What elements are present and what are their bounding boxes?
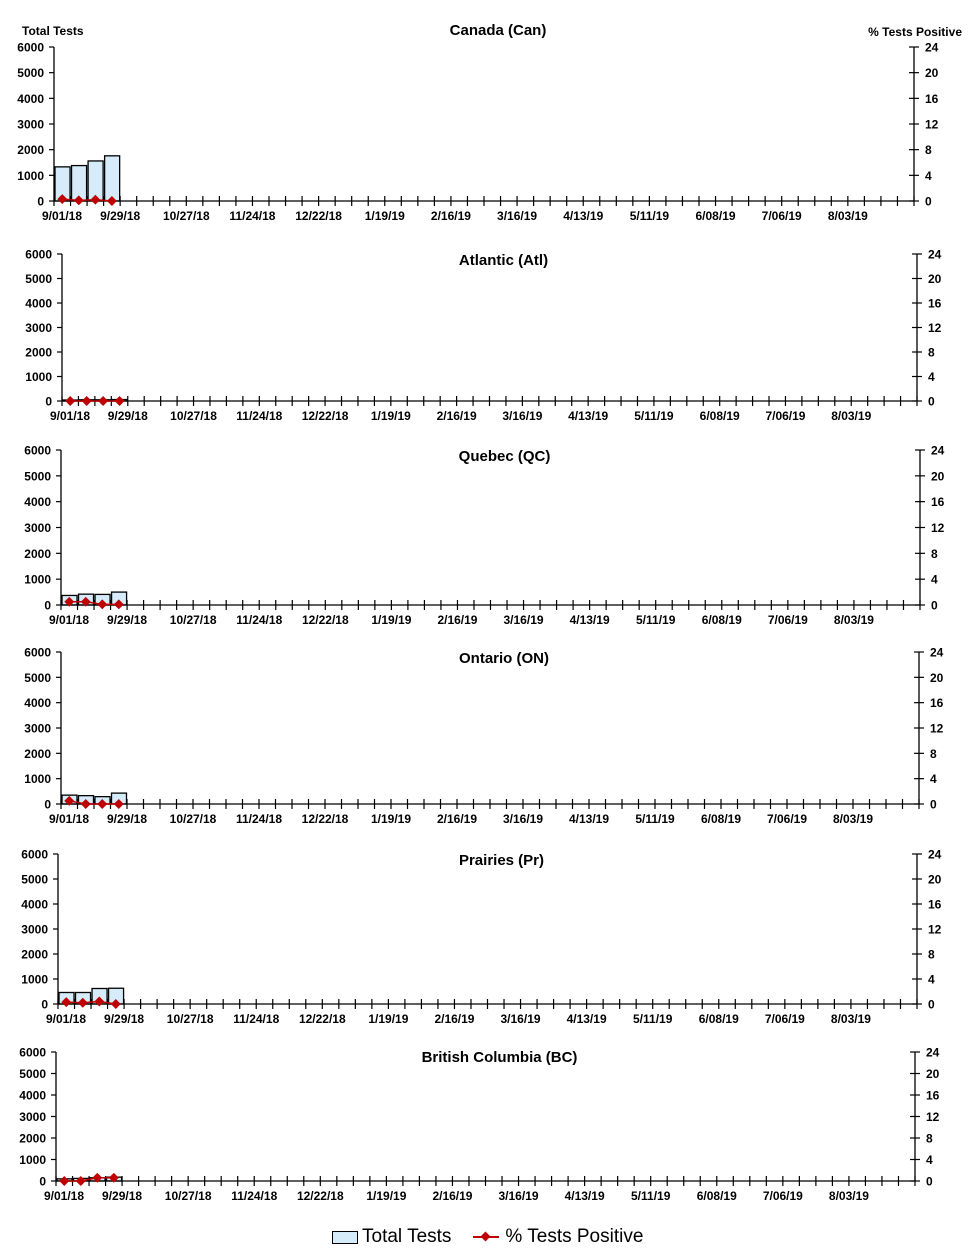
x-tick-label: 10/27/18 (169, 613, 217, 627)
y2-tick-label: 24 (926, 1045, 940, 1060)
chart-panel (17, 22, 962, 223)
y-tick-label: 5000 (25, 272, 52, 286)
y-tick-label: 3000 (21, 922, 48, 937)
y-tick-label: 1000 (17, 168, 44, 183)
bar-total-tests (105, 156, 120, 201)
x-tick-label: 3/16/19 (503, 613, 544, 627)
y2-tick-label: 24 (928, 247, 942, 262)
x-tick-label: 4/13/19 (569, 613, 610, 627)
chart-title: British Columbia (BC) (421, 1049, 578, 1066)
y2-tick-label: 0 (926, 1174, 933, 1189)
x-tick-label: 4/13/19 (568, 409, 609, 423)
diamond-marker-icon (98, 396, 108, 406)
x-tick-label: 11/24/18 (231, 1189, 278, 1203)
x-tick-label: 2/16/19 (437, 613, 478, 627)
y2-tick-label: 16 (928, 296, 942, 311)
x-tick-label: 12/22/18 (301, 613, 349, 627)
x-tick-label: 1/19/19 (368, 1012, 409, 1026)
x-tick-label: 2/16/19 (430, 209, 471, 223)
x-tick-label: 3/16/19 (502, 409, 543, 423)
y-tick-label: 2000 (19, 1131, 46, 1146)
y2-tick-label: 20 (928, 872, 942, 887)
x-tick-label: 1/19/19 (370, 409, 411, 423)
y2-tick-label: 16 (930, 696, 944, 711)
y2-tick-label: 8 (931, 546, 938, 561)
x-tick-label: 1/19/19 (364, 209, 405, 223)
chart-title: Prairies (Pr) (458, 852, 545, 869)
x-tick-label: 12/22/18 (295, 209, 342, 223)
y2-tick-label: 4 (926, 1153, 933, 1167)
y2-tick-label: 24 (930, 645, 944, 660)
y2-tick-label: 0 (928, 394, 935, 409)
y2-tick-label: 0 (930, 797, 937, 812)
x-tick-label: 9/29/18 (107, 613, 148, 627)
y2-tick-label: 12 (930, 721, 944, 736)
legend-item-total-tests (332, 1226, 451, 1248)
chart-panel (21, 848, 941, 1027)
y2-tick-label: 8 (926, 1131, 933, 1146)
y-tick-label: 5000 (24, 670, 51, 685)
x-tick-label: 10/27/18 (169, 812, 217, 826)
y2-tick-label: 20 (925, 66, 939, 81)
x-tick-label: 7/06/19 (764, 1012, 805, 1026)
x-tick-label: 8/03/19 (828, 1189, 869, 1203)
line-marker-swatch-icon (473, 1231, 499, 1243)
y-tick-label: 6000 (21, 847, 48, 862)
y-tick-label: 2000 (25, 345, 52, 360)
y2-tick-label: 8 (930, 746, 937, 761)
chart-title: Atlantic (Atl) (458, 252, 549, 269)
y2-tick-label: 16 (925, 91, 939, 106)
x-tick-label: 11/24/18 (236, 613, 283, 627)
y-tick-label: 6000 (24, 443, 51, 458)
y2-tick-label: 24 (931, 443, 945, 458)
x-tick-label: 6/08/19 (699, 409, 740, 423)
chart-title: Ontario (ON) (459, 650, 549, 667)
x-tick-label: 12/22/18 (301, 409, 349, 423)
y2-tick-label: 24 (928, 847, 942, 862)
x-tick-label: 6/08/19 (698, 1012, 739, 1026)
x-tick-label: 7/06/19 (767, 613, 808, 627)
y-tick-label: 1000 (21, 972, 48, 987)
x-tick-label: 2/16/19 (434, 1012, 475, 1026)
y-tick-label: 5000 (24, 469, 51, 484)
y-tick-label: 2000 (24, 546, 51, 561)
y-tick-label: 4000 (19, 1088, 46, 1103)
bar-swatch-icon (332, 1231, 358, 1244)
y-tick-label: 0 (37, 194, 44, 209)
y-tick-label: 4000 (24, 696, 51, 711)
x-tick-label: 10/27/18 (170, 409, 217, 423)
x-tick-label: 6/08/19 (696, 1189, 737, 1203)
x-tick-label: 9/29/18 (102, 1189, 143, 1203)
y-tick-label: 0 (45, 394, 52, 409)
y-tick-label: 6000 (25, 247, 52, 262)
x-tick-label: 5/11/19 (636, 613, 676, 627)
x-tick-label: 9/01/18 (41, 209, 83, 223)
y-tick-label: 2000 (17, 143, 44, 158)
x-tick-label: 12/22/18 (298, 1012, 346, 1026)
chart-legend (332, 1226, 665, 1248)
x-tick-label: 3/16/19 (502, 812, 544, 826)
y-tick-label: 2000 (21, 947, 48, 962)
y-axis-title: Total Tests (22, 24, 84, 38)
y-tick-label: 3000 (24, 721, 51, 736)
y-tick-label: 3000 (19, 1110, 46, 1124)
x-tick-label: 5/11/19 (634, 409, 674, 423)
y-tick-label: 6000 (24, 645, 51, 660)
x-tick-label: 8/03/19 (830, 1012, 871, 1026)
x-tick-label: 5/11/19 (631, 1189, 671, 1203)
y2-tick-label: 24 (925, 40, 939, 55)
x-tick-label: 8/03/19 (827, 209, 868, 223)
y-tick-label: 4000 (24, 495, 51, 510)
x-tick-label: 4/13/19 (564, 1189, 605, 1203)
y-tick-label: 1000 (24, 772, 51, 787)
x-tick-label: 11/24/18 (233, 1012, 280, 1026)
y2-tick-label: 0 (931, 598, 938, 613)
x-tick-label: 12/22/18 (301, 812, 349, 826)
chart-panel (24, 646, 943, 827)
diamond-marker-icon (82, 396, 92, 406)
y2-tick-label: 4 (925, 168, 932, 183)
y-tick-label: 1000 (19, 1153, 46, 1167)
y-tick-label: 4000 (21, 897, 48, 912)
x-tick-label: 2/16/19 (432, 1189, 473, 1203)
y-tick-label: 3000 (17, 117, 44, 132)
x-tick-label: 12/22/18 (296, 1189, 344, 1203)
x-tick-label: 9/01/18 (43, 1189, 85, 1203)
y2-tick-label: 0 (928, 997, 935, 1012)
x-tick-label: 3/16/19 (500, 1012, 541, 1026)
diamond-marker-icon (65, 396, 75, 406)
x-tick-label: 1/19/19 (371, 613, 412, 627)
y2-tick-label: 8 (928, 345, 935, 360)
legend-label-percent-positive: % Tests Positive (505, 1226, 644, 1247)
y2-tick-label: 12 (925, 117, 939, 132)
y-tick-label: 0 (41, 997, 48, 1012)
x-tick-label: 7/06/19 (766, 812, 808, 826)
x-tick-label: 4/13/19 (568, 812, 610, 826)
y-tick-label: 4000 (17, 91, 44, 106)
legend-label-total-tests: Total Tests (362, 1226, 452, 1247)
x-tick-label: 9/29/18 (106, 812, 148, 826)
y2-tick-label: 8 (928, 947, 935, 962)
y-tick-label: 0 (39, 1174, 46, 1189)
y2-tick-label: 12 (928, 321, 942, 335)
x-tick-label: 4/13/19 (563, 209, 604, 223)
diamond-marker-icon (59, 1176, 69, 1186)
x-tick-label: 6/08/19 (701, 613, 742, 627)
x-tick-label: 10/27/18 (166, 1012, 214, 1026)
x-tick-label: 2/16/19 (436, 409, 477, 423)
y2-tick-label: 4 (928, 370, 935, 384)
x-tick-label: 8/03/19 (833, 613, 874, 627)
y-tick-label: 3000 (24, 521, 51, 535)
y2-tick-label: 4 (930, 772, 937, 787)
y2-tick-label: 0 (925, 194, 932, 209)
y-tick-label: 1000 (24, 572, 51, 587)
x-tick-label: 4/13/19 (566, 1012, 607, 1026)
y2-tick-label: 8 (925, 143, 932, 158)
y-tick-label: 5000 (21, 872, 48, 887)
y2-tick-label: 4 (931, 572, 938, 587)
y2-tick-label: 12 (928, 922, 942, 937)
x-tick-label: 9/29/18 (107, 409, 148, 423)
x-tick-label: 8/03/19 (832, 812, 874, 826)
y-tick-label: 2000 (24, 746, 51, 761)
diamond-marker-icon (115, 396, 125, 406)
x-tick-label: 11/24/18 (229, 209, 276, 223)
legend-item-percent-positive (473, 1226, 643, 1248)
chart-panel (19, 1046, 939, 1204)
x-tick-label: 7/06/19 (761, 209, 802, 223)
y-tick-label: 3000 (25, 321, 52, 335)
x-tick-label: 5/11/19 (633, 1012, 673, 1026)
x-tick-label: 6/08/19 (700, 812, 742, 826)
y-tick-label: 6000 (19, 1045, 46, 1060)
y-tick-label: 0 (44, 598, 51, 613)
x-tick-label: 9/01/18 (45, 1012, 87, 1026)
y2-tick-label: 16 (928, 897, 942, 912)
x-tick-label: 3/16/19 (497, 209, 538, 223)
x-tick-label: 3/16/19 (498, 1189, 539, 1203)
x-tick-label: 6/08/19 (695, 209, 736, 223)
x-tick-label: 11/24/18 (236, 409, 283, 423)
y2-tick-label: 16 (931, 495, 945, 510)
x-tick-label: 9/01/18 (48, 613, 90, 627)
y-tick-label: 0 (44, 797, 51, 812)
chart-panel (25, 248, 941, 424)
x-tick-label: 2/16/19 (436, 812, 478, 826)
x-tick-label: 5/11/19 (629, 209, 670, 223)
chart-panel (24, 444, 944, 628)
x-tick-label: 10/27/18 (162, 209, 210, 223)
x-tick-label: 11/24/18 (235, 812, 283, 826)
y2-tick-label: 20 (930, 670, 944, 685)
y-tick-label: 1000 (25, 370, 52, 384)
y2-tick-label: 20 (926, 1067, 940, 1081)
y-tick-label: 5000 (19, 1067, 46, 1081)
chart-title: Canada (Can) (449, 22, 547, 39)
y2-axis-title: % Tests Positive (868, 25, 962, 39)
x-tick-label: 9/01/18 (49, 409, 91, 423)
x-tick-label: 9/29/18 (104, 1012, 145, 1026)
bar-total-tests (88, 161, 103, 201)
x-tick-label: 1/19/19 (366, 1189, 407, 1203)
y2-tick-label: 12 (926, 1110, 940, 1124)
x-tick-label: 8/03/19 (831, 409, 872, 423)
y2-tick-label: 12 (931, 521, 945, 535)
chart-title: Quebec (QC) (458, 448, 551, 465)
x-tick-label: 5/11/19 (635, 812, 675, 826)
x-tick-label: 7/06/19 (765, 409, 806, 423)
y2-tick-label: 4 (928, 972, 935, 987)
x-tick-label: 1/19/19 (370, 812, 412, 826)
y-tick-label: 4000 (25, 296, 52, 311)
x-tick-label: 10/27/18 (164, 1189, 212, 1203)
x-tick-label: 9/29/18 (100, 209, 141, 223)
x-tick-label: 9/01/18 (48, 812, 90, 826)
y2-tick-label: 20 (931, 469, 945, 484)
y2-tick-label: 20 (928, 272, 942, 286)
x-tick-label: 7/06/19 (762, 1189, 803, 1203)
y-tick-label: 6000 (17, 40, 44, 55)
y2-tick-label: 16 (926, 1088, 940, 1103)
diamond-marker-icon (76, 1176, 86, 1186)
y-tick-label: 5000 (17, 66, 44, 81)
